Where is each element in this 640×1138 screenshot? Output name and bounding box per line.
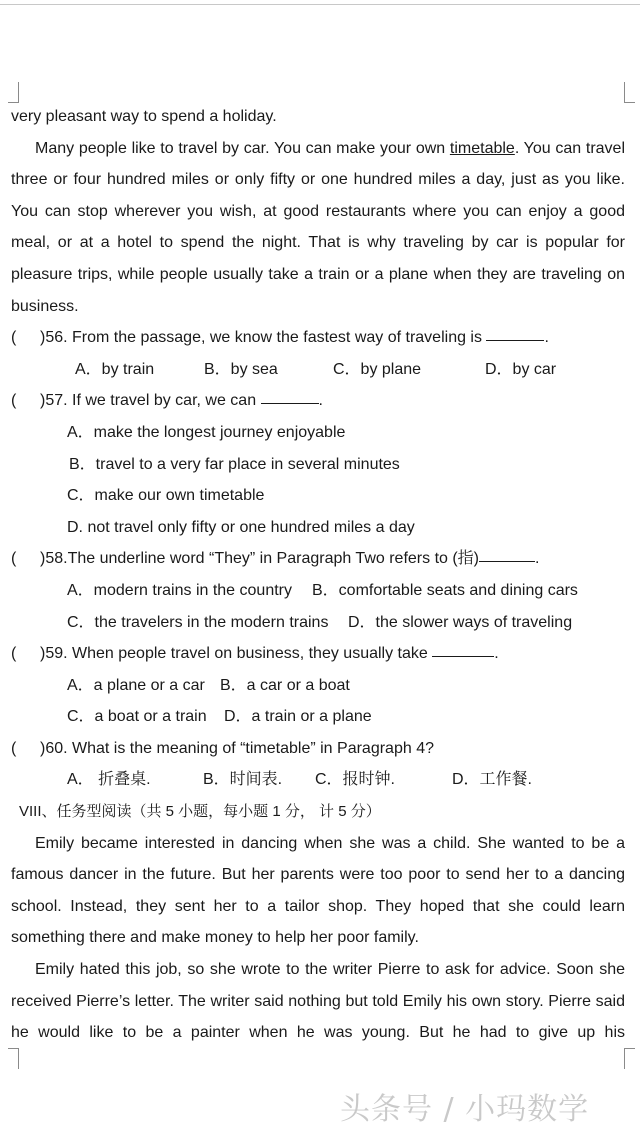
question-stem: )56. From the passage, we know the fastest way of traveling is bbox=[40, 329, 482, 347]
question-58: ( )58.The underline word “They” in Paragraph Two refers to (指) . bbox=[11, 543, 625, 575]
passage-line: very pleasant way to spend a holiday. bbox=[11, 108, 277, 125]
section-paragraph-2: Emily hated this job, so she wrote to the writer Pierre to ask for advice. Soon she received Pierre’s letter. The writer said nothing but told Emily his own story. Pierre said he would like to be a painter when he was young. But he had to give up his bbox=[11, 961, 625, 1042]
options-59-row1 bbox=[11, 670, 625, 702]
margin-mark-bottom-left bbox=[8, 1048, 19, 1069]
option-c: C．a boat or a train bbox=[67, 708, 207, 726]
option-b: B．by sea bbox=[204, 360, 278, 378]
question-stem: )57. If we travel by car, we can bbox=[40, 392, 257, 410]
option-b: B．时间表. bbox=[203, 771, 283, 789]
question-60 bbox=[11, 733, 625, 765]
passage-text: . You can travel three or four hundred miles or only fifty or one hundred miles a day, just as you like. You can stop wherever you wish, at good restaurants where you can enjoy a good meal, or at a hotel to spend the night. That is why traveling by car is popular for pleasure trips, while people usually take a train or a plane when they are traveling on business. bbox=[11, 139, 625, 315]
question-stem: )60. What is the meaning of “timetable” in Paragraph 4? bbox=[40, 739, 434, 757]
options-59-row2 bbox=[11, 701, 625, 733]
option-d: D．the slower ways of traveling bbox=[348, 613, 573, 631]
document-body bbox=[11, 101, 625, 1049]
option-b: B．travel to a very far place in several minutes bbox=[69, 455, 400, 473]
watermark: 头条号 / 小玛数学 bbox=[340, 1092, 590, 1127]
option-d: D．by car bbox=[485, 360, 557, 378]
option-c: C．make our own timetable bbox=[67, 487, 265, 505]
option-a: A．by train bbox=[75, 360, 155, 378]
option-d: D．工作餐. bbox=[452, 771, 533, 789]
answer-blank[interactable] bbox=[261, 385, 319, 404]
underlined-word: timetable bbox=[449, 139, 515, 157]
option-c: C．报时钟. bbox=[315, 771, 396, 789]
question-stem: )58.The underline word “They” in Paragraph Two refers to (指) bbox=[40, 550, 480, 568]
question-stem: )59. When people travel on business, they usually take bbox=[40, 645, 428, 663]
option-a: A．make the longest journey enjoyable bbox=[67, 423, 346, 441]
answer-paren[interactable]: ( bbox=[11, 329, 17, 347]
answer-paren[interactable]: ( bbox=[11, 645, 17, 663]
option-b: B．a car or a boat bbox=[220, 676, 350, 694]
page-top-rule bbox=[0, 4, 640, 5]
answer-paren[interactable]: ( bbox=[11, 392, 17, 410]
option-d: D. not travel only fifty or one hundred miles a day bbox=[67, 518, 415, 536]
question-56: ( )56. From the passage, we know the fastest way of traveling is . bbox=[11, 322, 625, 354]
option-d: D．a train or a plane bbox=[224, 708, 372, 726]
answer-paren[interactable]: ( bbox=[11, 739, 17, 757]
question-59: ( )59. When people travel on business, they usually take . bbox=[11, 638, 625, 670]
option-a: A．modern trains in the country bbox=[67, 581, 292, 599]
option-a: A．a plane or a car bbox=[67, 676, 205, 694]
section-paragraph-1: Emily became interested in dancing when she was a child. She wanted to be a famous dancer in the future. But her parents were too poor to send her to a dancing school. Instead, they sent her to a tailor shop. They hoped that she could learn something there and make money to help her poor family. bbox=[11, 834, 625, 947]
margin-mark-bottom-right bbox=[624, 1048, 635, 1069]
option-c: C．by plane bbox=[333, 360, 422, 378]
question-57: ( )57. If we travel by car, we can . bbox=[11, 385, 625, 417]
answer-blank[interactable] bbox=[479, 543, 535, 562]
options-58-row2 bbox=[11, 607, 625, 639]
passage-paragraph bbox=[11, 133, 625, 323]
answer-blank[interactable] bbox=[432, 638, 494, 657]
option-a: A． 折叠桌. bbox=[67, 771, 151, 789]
margin-mark-top-right bbox=[624, 82, 635, 103]
option-b: B．comfortable seats and dining cars bbox=[312, 581, 578, 599]
answer-paren[interactable]: ( bbox=[11, 550, 17, 568]
answer-blank[interactable] bbox=[486, 322, 544, 341]
passage-text: Many people like to travel by car. You can make your own bbox=[35, 139, 450, 157]
options-60 bbox=[11, 764, 625, 796]
options-58-row1 bbox=[11, 575, 625, 607]
margin-mark-top-left bbox=[8, 82, 19, 103]
section-title: VIII、任务型阅读（共 5 小题，每小题 1 分， 计 5 分） bbox=[19, 803, 381, 821]
option-c: C．the travelers in the modern trains bbox=[67, 613, 329, 631]
options-56 bbox=[11, 354, 625, 386]
